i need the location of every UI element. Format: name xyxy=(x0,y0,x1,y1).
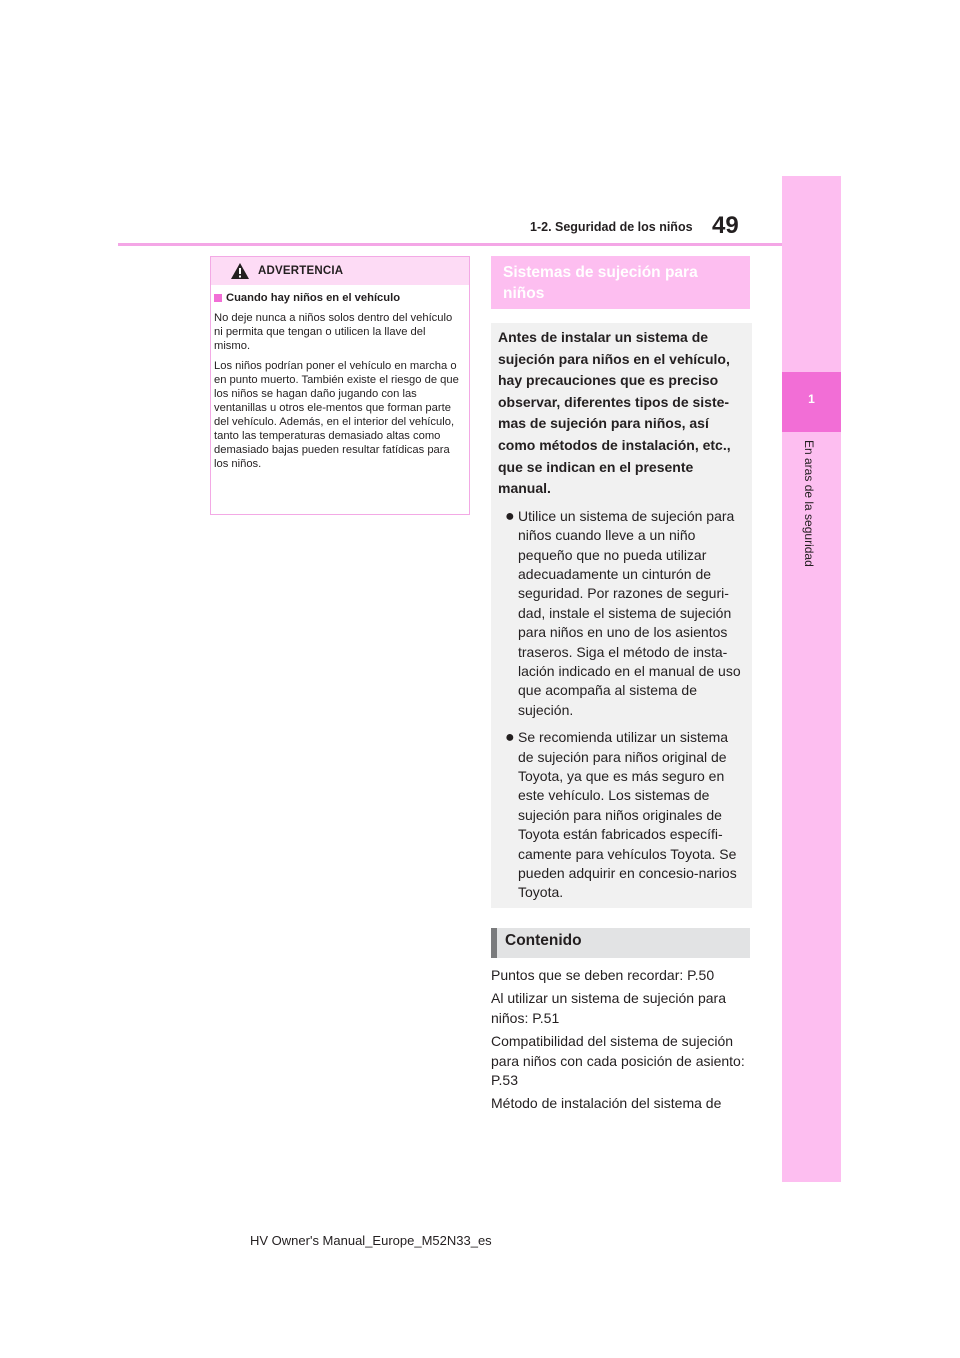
bullet-dot-icon: ● xyxy=(505,507,515,525)
contents-link[interactable]: Al utilizar un sistema de sujeción para niños: P.51 xyxy=(491,990,727,1026)
warning-paragraph: No deje nunca a niños solos dentro del vehículo ni permita que tengan o utilicen la llave del mismo. xyxy=(214,312,453,352)
list-item-text: Utilice un sistema de sujeción para niños cuando lleve a un niño pequeño que no pueda utilizar adecuadamente un cinturón de seguridad. Por razones de seguri-dad, instale el sistema de sujeción para niños en uno de los asientos traseros. Siga el método de insta-lación indicado en el manual de uso que acompaña al sistema de sujeción. xyxy=(518,507,741,718)
warning-box xyxy=(210,256,470,515)
warning-subheading xyxy=(214,291,461,305)
intro-box xyxy=(491,323,752,908)
header-rule xyxy=(118,243,782,246)
chapter-number: 1 xyxy=(808,392,815,406)
chapter-label: En aras de la seguridad xyxy=(802,440,816,567)
section-title: 1-2. Seguridad de los niños xyxy=(530,220,693,234)
section-heading: Sistemas de sujeción para niños xyxy=(491,256,750,309)
square-bullet-icon xyxy=(214,294,222,302)
contents-link[interactable]: Compatibilidad del sistema de sujeción para niños con cada posición de asiento: P.53 xyxy=(491,1033,745,1089)
intro-text: Antes de instalar un sistema de sujeción para niños en el vehículo, hay precauciones que es preciso observar, diferentes tipos de siste-mas de sujeción para niños, así como métodos de instalación, etc., que se indican en el presente manual. xyxy=(498,329,731,497)
list-item xyxy=(498,507,742,720)
warning-header xyxy=(211,257,469,285)
contents-list xyxy=(491,966,753,1118)
chapter-side-tab xyxy=(782,176,841,1182)
contents-link[interactable]: Método de instalación del sistema de xyxy=(491,1095,722,1112)
bullet-dot-icon: ● xyxy=(505,729,515,747)
warning-triangle-icon xyxy=(230,262,250,280)
contents-link[interactable]: Puntos que se deben recordar: P.50 xyxy=(491,967,715,983)
footer-text: HV Owner's Manual_Europe_M52N33_es xyxy=(250,1233,492,1248)
warning-subheading-text: Cuando hay niños en el vehículo xyxy=(226,292,401,304)
warning-title: ADVERTENCIA xyxy=(258,265,344,277)
warning-body xyxy=(211,285,469,471)
list-item xyxy=(498,728,742,903)
page-number: 49 xyxy=(712,212,739,239)
list-item-text: Se recomienda utilizar un sistema de sujeción para niños original de Toyota, ya que es más seguro en este vehículo. Los sistemas de sujeción para niños originales de Toyota están fabricados específi-camente para vehículos Toyota. Se pueden adquirir en concesio-narios Toyota. xyxy=(518,729,737,901)
warning-paragraph: Los niños podrían poner el vehículo en marcha o en punto muerto. También existe el riesgo de que los niños se hagan daño jugando con las ventanillas u otros ele-mentos que forman parte del vehículo. Además, en el interior del vehículo, tanto las temperaturas demasiado altas como demasiado bajas pueden resultar fatídicas para los niños. xyxy=(214,360,459,470)
contents-heading: Contenido xyxy=(491,928,750,958)
